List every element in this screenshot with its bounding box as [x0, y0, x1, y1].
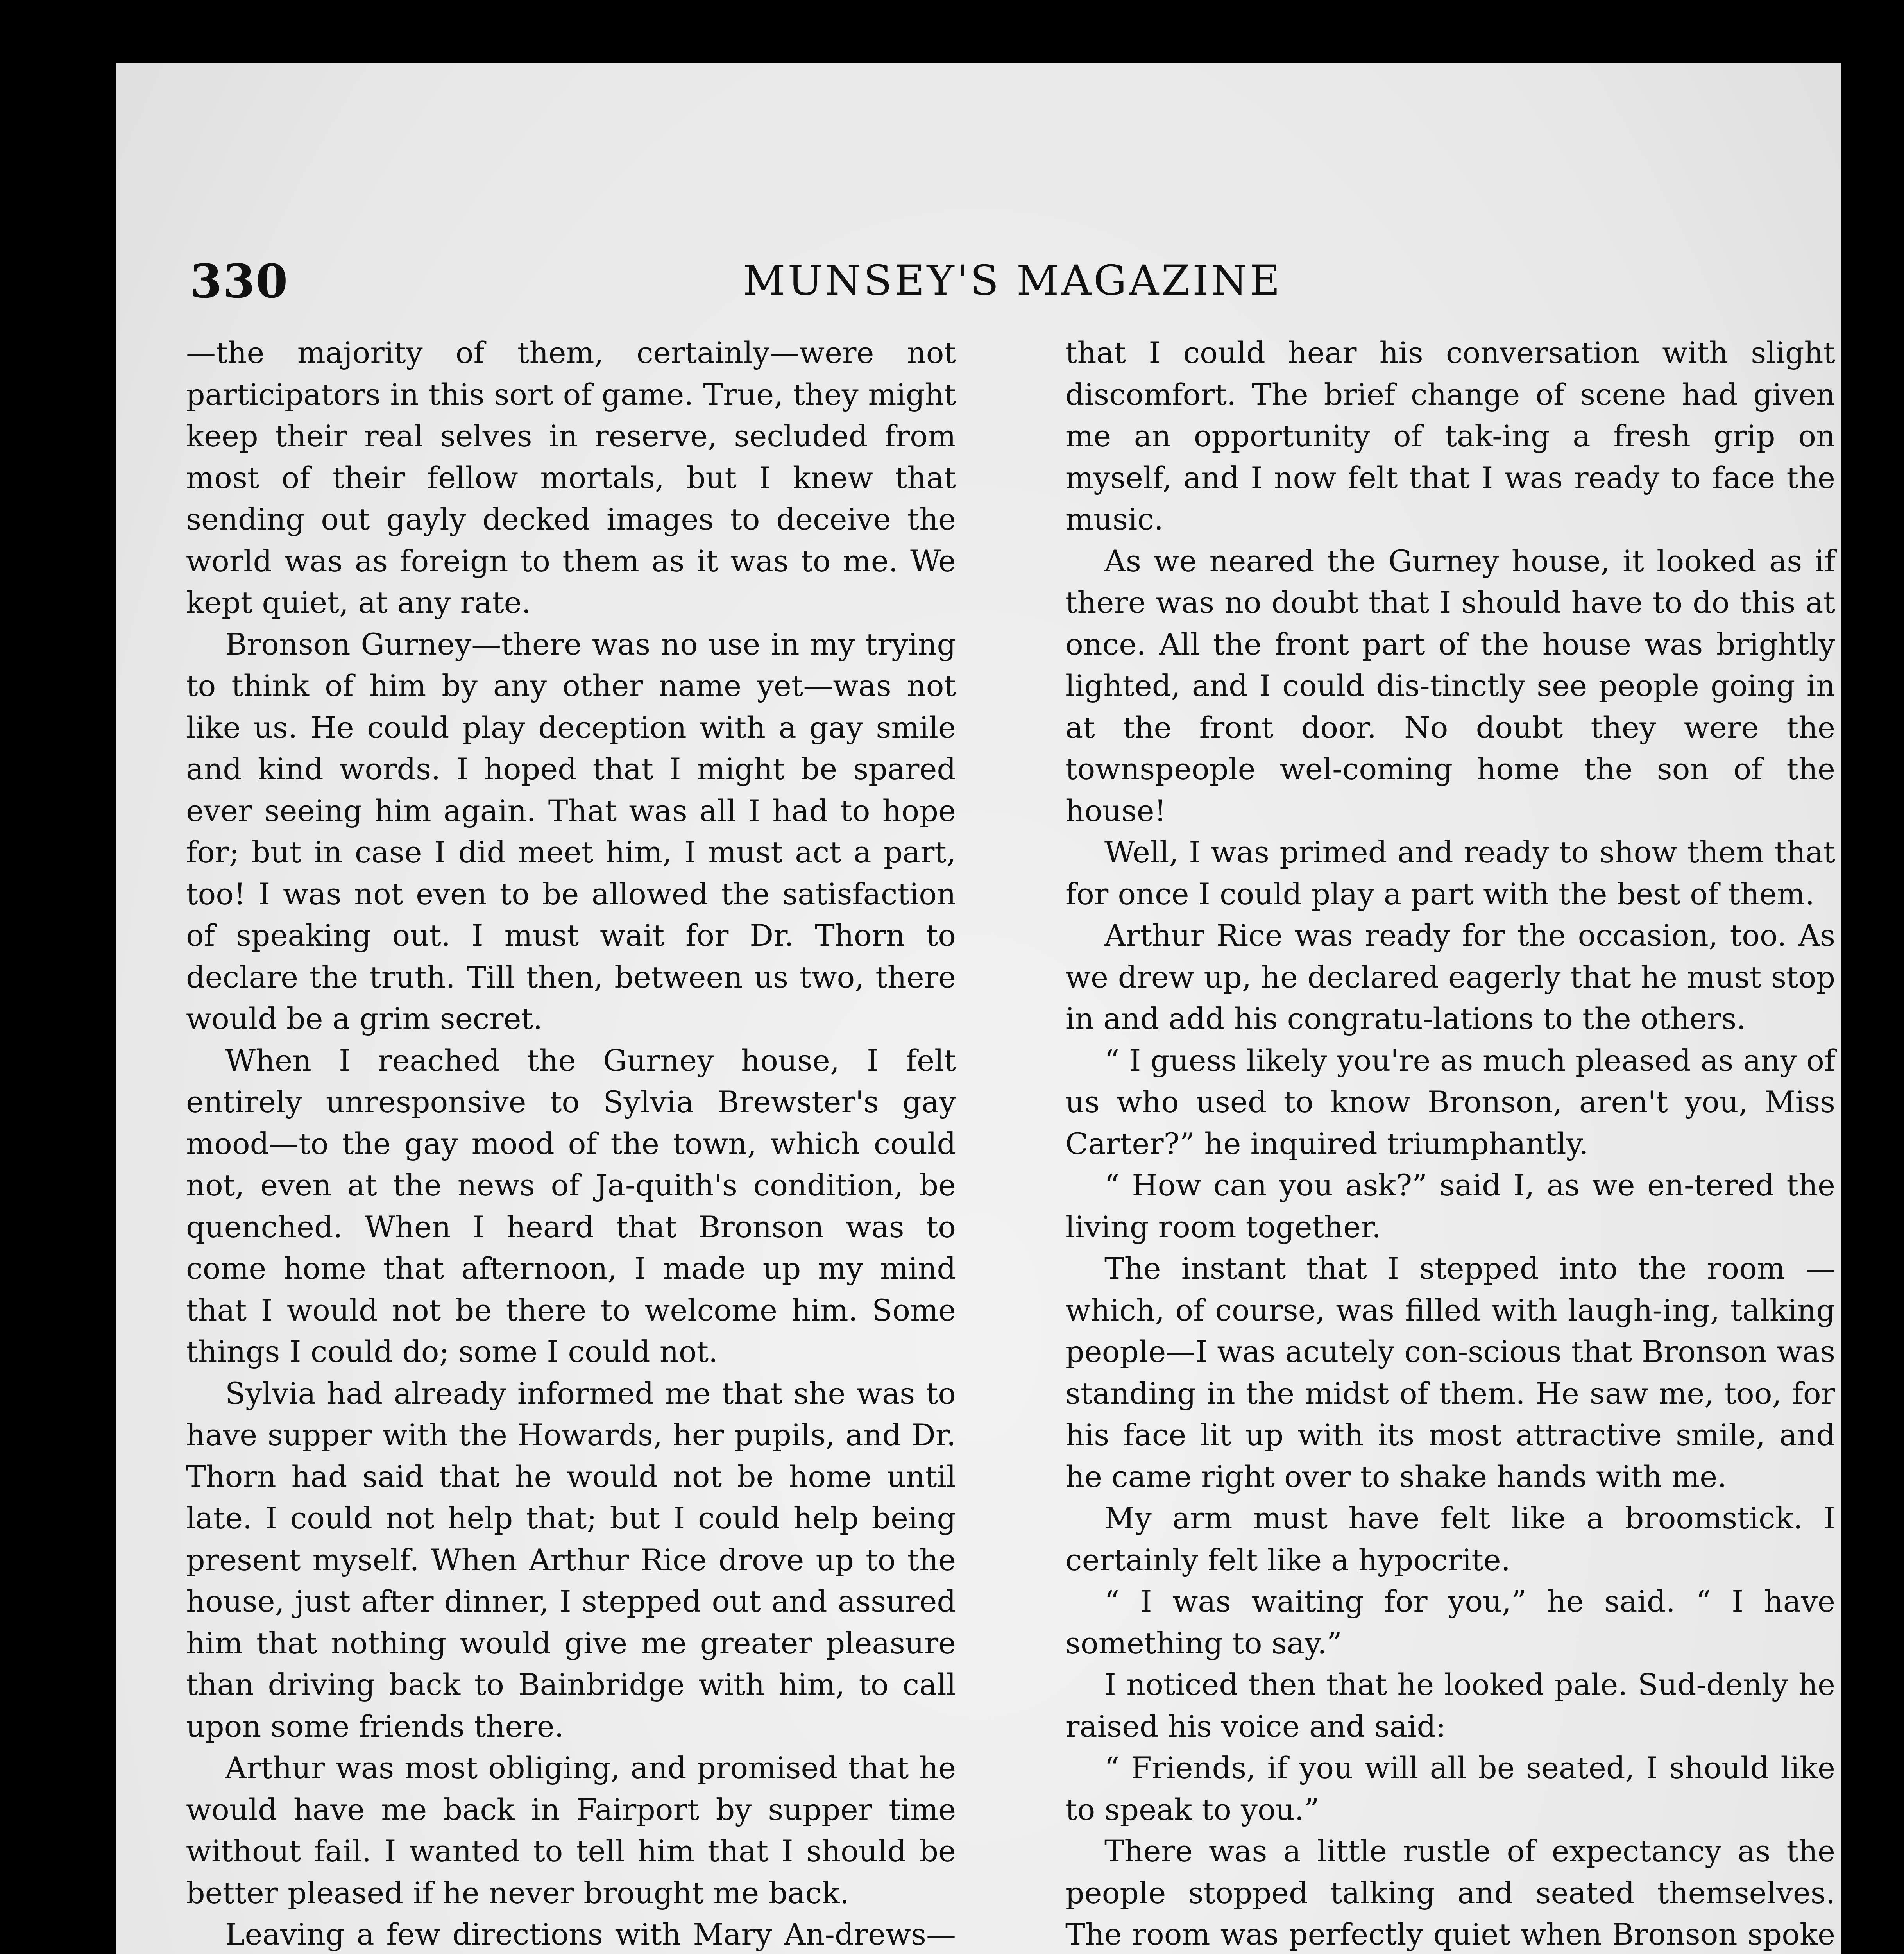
magazine-page [116, 63, 1841, 1954]
paragraph: Leaving a few directions with Mary An-drews— [225, 1917, 956, 1952]
text-columns [186, 332, 1835, 1954]
page-header [190, 250, 1835, 317]
paragraph: “ How can you ask?” said I, as we en-tered the living room together. [1065, 1168, 1835, 1244]
paragraph: Bronson Gurney—there was no use in my trying to think of him by any other name yet—was not like us. He could play deception with a gay smile and kind words. I hoped that I might be spared ever seeing him again. That was all I had to hope for; but in case I did meet him, I must act a part, too! I was not even to be allowed the satisfaction of speaking out. I must wait for Dr. Thorn to declare the truth. Till then, between us two, there would be a grim secret. [186, 626, 956, 1036]
left-column [186, 332, 956, 1954]
paragraph: “ Friends, if you will all be seated, I should like to speak to you.” [1065, 1750, 1835, 1827]
paragraph: Arthur Rice was ready for the occasion, too. As we drew up, he declared eagerly that he must stop in and add his congratu-lations to the others. [1065, 918, 1835, 1036]
paragraph: As we neared the Gurney house, it looked as if there was no doubt that I should have to do this at once. All the front part of the house was brightly lighted, and I could dis-tinctly see people going in at the front door. No doubt they were the townspeople wel-coming home the son of the house! [1065, 543, 1835, 828]
paragraph: “ I was waiting for you,” he said. “ I have something to say.” [1065, 1584, 1835, 1661]
paragraph: The instant that I stepped into the room —which, of course, was filled with laugh-ing, talking people—I was acutely con-scious that Bronson was standing in the midst of them. He saw me, too, for his face lit up with its most attractive smile, and he came right over to shake hands with me. [1065, 1251, 1835, 1494]
right-column [1065, 332, 1835, 1954]
running-head: MUNSEY'S MAGAZINE [743, 256, 1282, 304]
paragraph: —the majority of them, certainly—were not participators in this sort of game. True, they might keep their real selves in reserve, secluded from most of their fellow mortals, but I knew that sending out gayly decked images to deceive the world was as foreign to them as it was to me. We kept quiet, at any rate. [186, 335, 956, 620]
adjacent-page-edge [1841, 63, 1904, 1954]
paragraph: “ I guess likely you're as much pleased as any of us who used to know Bronson, aren't you, Miss Carter?” he inquired triumphantly. [1065, 1043, 1835, 1161]
paragraph: My arm must have felt like a broomstick. I certainly felt like a hypocrite. [1065, 1501, 1835, 1577]
paragraph: I noticed then that he looked pale. Sud-denly he raised his voice and said: [1065, 1667, 1835, 1744]
paragraph: When I reached the Gurney house, I felt entirely unresponsive to Sylvia Brewster's gay mood—to the gay mood of the town, which could not, even at the news of Ja-quith's condition, be quenched. When I heard that Bronson was to come home that afternoon, I made up my mind that I would not be there to welcome him. Some things I could do; some I could not. [186, 1043, 956, 1369]
paragraph: There was a little rustle of expectancy as the people stopped talking and seated themselves. The room was perfectly quiet when Bronson spoke [1065, 1834, 1835, 1952]
paragraph: Well, I was primed and ready to show them that for once I could play a part with the best of them. [1065, 835, 1835, 911]
page-number: 330 [190, 254, 289, 308]
paragraph: Sylvia had already informed me that she was to have supper with the Howards, her pupils, and Dr. Thorn had said that he would not be home until late. I could not help that; but I could help being present myself. When Arthur Rice drove up to the house, just after dinner, I stepped out and assured him that nothing would give me greater pleasure than driving back to Bainbridge with him, to call upon some friends there. [186, 1376, 956, 1744]
paragraph: Arthur was most obliging, and promised that he would have me back in Fairport by supper time without fail. I wanted to tell him that I should be better pleased if he never brought me back. [186, 1750, 956, 1910]
paragraph: that I could hear his conversation with slight discomfort. The brief change of scene had given me an opportunity of tak-ing a fresh grip on myself, and I now felt that I was ready to face the music. [1065, 335, 1835, 537]
